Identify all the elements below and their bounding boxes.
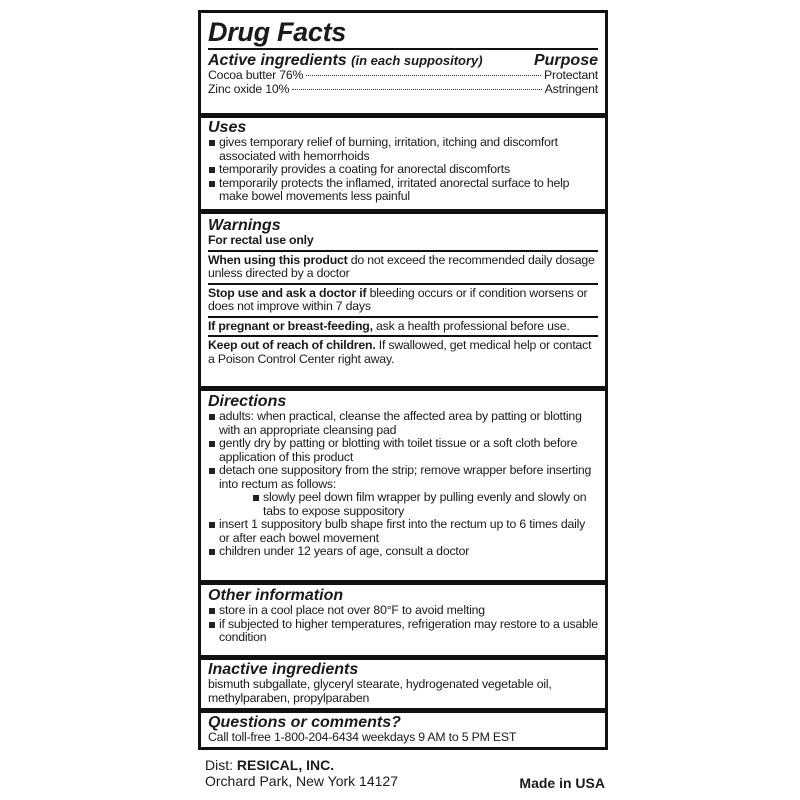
uses-section bbox=[201, 119, 605, 204]
warning-lead: When using this product bbox=[208, 252, 348, 267]
other-info-heading: Other information bbox=[208, 587, 344, 604]
questions-section bbox=[201, 714, 605, 745]
warning-text: bleeding occurs or if condition worsens or does not improve within 7 days bbox=[208, 285, 588, 313]
section-divider bbox=[201, 580, 605, 585]
list-item: gives temporary relief of burning, irritation, itching and discomfort associated with hemorrhoids bbox=[208, 136, 598, 163]
leader-dots bbox=[292, 89, 541, 90]
list-item: insert 1 suppository bulb shape first into the rectum up to 6 times daily or after each bowel movement bbox=[208, 518, 598, 545]
divider bbox=[208, 316, 598, 318]
leader-dots bbox=[306, 75, 541, 76]
list-item: store in a cool place not over 80°F to avoid melting bbox=[208, 604, 598, 618]
section-divider bbox=[201, 113, 605, 118]
divider bbox=[208, 48, 598, 50]
list-item: temporarily protects the inflamed, irritated anorectal surface to help make bowel movements less painful bbox=[208, 177, 598, 204]
address: Orchard Park, New York 14127 bbox=[205, 773, 398, 789]
warning-text: If swallowed, get medical help or contact a Poison Control Center right away. bbox=[208, 338, 592, 366]
stop-use-warning bbox=[208, 287, 598, 314]
list-item: adults: when practical, cleanse the affected area by patting or blotting with an appropriate cleansing pad bbox=[208, 410, 598, 437]
warning-lead: Keep out of reach of children. bbox=[208, 338, 376, 352]
made-in: Made in USA bbox=[519, 775, 605, 791]
distributor-line bbox=[205, 757, 605, 773]
section-divider bbox=[201, 209, 605, 214]
active-ingredient-row bbox=[208, 83, 598, 97]
when-using-warning bbox=[208, 254, 598, 281]
inactive-section bbox=[201, 661, 605, 705]
warnings-heading: Warnings bbox=[208, 217, 281, 234]
other-info-section bbox=[201, 587, 605, 645]
section-divider bbox=[201, 386, 605, 391]
directions-section bbox=[201, 393, 605, 559]
ingredient-purpose: Protectant bbox=[543, 68, 598, 82]
pregnant-warning bbox=[208, 320, 598, 334]
divider bbox=[208, 283, 598, 285]
dist-prefix: Dist: bbox=[205, 757, 237, 773]
warning-text: do not exceed the recommended daily dosage unless directed by a doctor bbox=[208, 252, 595, 280]
uses-heading: Uses bbox=[208, 119, 247, 136]
keep-out-warning bbox=[208, 339, 598, 366]
ingredient-name: Cocoa butter 76% bbox=[208, 68, 304, 82]
inactive-text: bismuth subgallate, glyceryl stearate, hydrogenated vegetable oil, methylparaben, propylparaben bbox=[208, 677, 552, 705]
list-item: gently dry by patting or blotting with toilet tissue or a soft cloth before application of this product bbox=[208, 437, 598, 464]
active-ingredient-row bbox=[208, 69, 598, 83]
rectal-use-note: For rectal use only bbox=[208, 233, 314, 247]
ingredient-name: Zinc oxide 10% bbox=[208, 81, 290, 96]
active-heading-note: (in each suppository) bbox=[351, 53, 483, 68]
warnings-section bbox=[201, 217, 605, 366]
warning-lead: Stop use and ask a doctor if bbox=[208, 285, 367, 300]
drug-facts-panel bbox=[198, 10, 608, 750]
directions-heading: Directions bbox=[208, 393, 287, 410]
page-title: Drug Facts bbox=[208, 17, 347, 47]
questions-text: Call toll-free 1-800-204-6434 weekdays 9 AM to 5 PM EST bbox=[208, 730, 517, 744]
questions-heading: Questions or comments? bbox=[208, 714, 401, 731]
list-item: slowly peel down film wrapper by pulling evenly and slowly on tabs to expose suppository bbox=[208, 491, 598, 518]
list-item: detach one suppository from the strip; remove wrapper before inserting into rectum as follows: bbox=[208, 464, 598, 491]
list-item: children under 12 years of age, consult a doctor bbox=[208, 545, 598, 559]
list-item: temporarily provides a coating for anorectal discomforts bbox=[208, 163, 598, 177]
active-heading: Active ingredients bbox=[208, 52, 347, 69]
distributor-footer bbox=[205, 757, 605, 789]
section-divider bbox=[201, 655, 605, 660]
divider bbox=[208, 250, 598, 252]
section-divider bbox=[201, 708, 605, 713]
company-name: RESICAL, INC. bbox=[236, 757, 335, 773]
warning-text: ask a health professional before use. bbox=[372, 318, 570, 333]
active-header-row bbox=[208, 52, 598, 69]
divider bbox=[208, 335, 598, 337]
header-section bbox=[201, 13, 605, 96]
purpose-heading: Purpose bbox=[533, 52, 598, 69]
ingredient-purpose: Astringent bbox=[544, 81, 598, 96]
list-item: if subjected to higher temperatures, refrigeration may restore to a usable condition bbox=[208, 618, 598, 645]
inactive-heading: Inactive ingredients bbox=[208, 661, 359, 678]
warning-lead: If pregnant or breast-feeding, bbox=[208, 318, 373, 333]
